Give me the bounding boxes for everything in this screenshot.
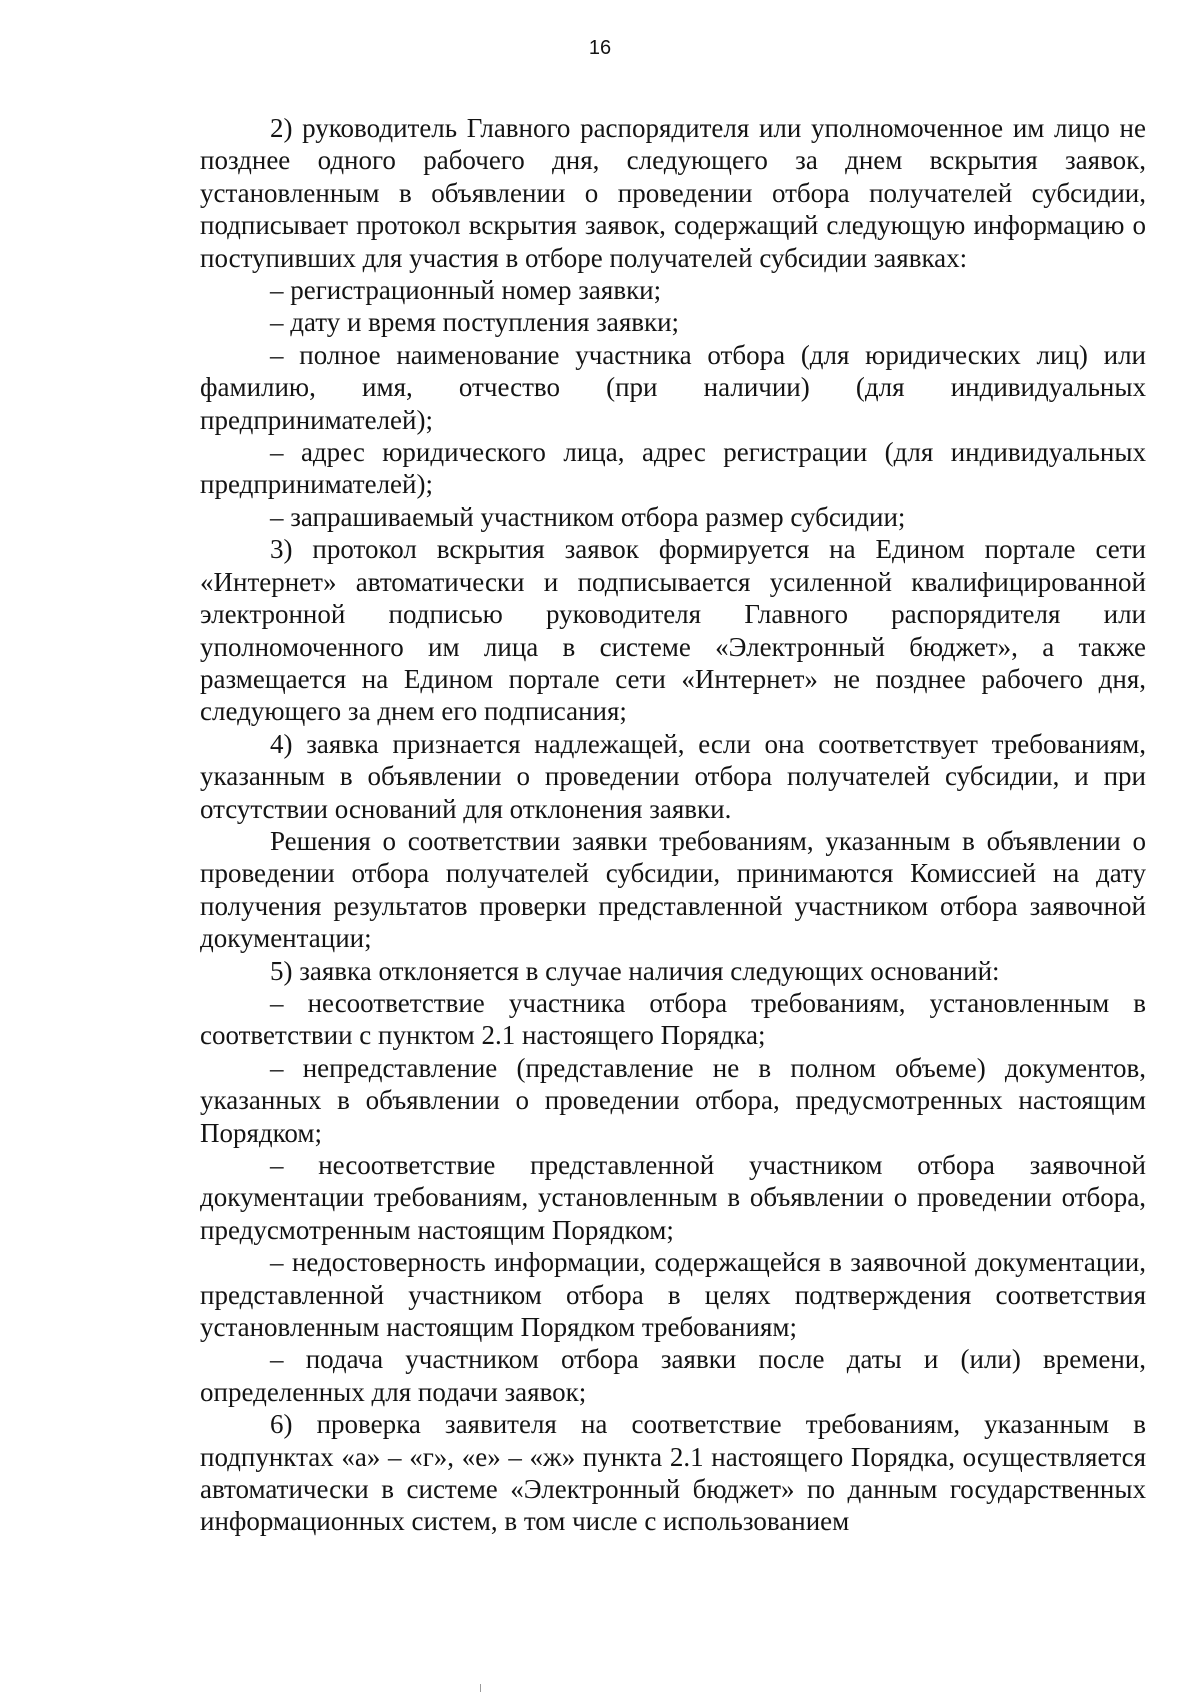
list-item-nonconformity-documentation: – несоответствие представленной участником отбора заявочной документации требованиям, установленным в объявлении о проведении отбора, предусмотренным настоящим Порядком; [200,1150,1146,1245]
paragraph-commission-decisions: Решения о соответствии заявки требованиям, указанным в объявлении о проведении отбора получателей субсидии, принимаются Комиссией на дату получения результатов проверки представленной участником отбора заявочной документации; [200,825,1146,954]
list-item-date-time: – дату и время поступления заявки; [270,307,680,338]
scan-mark [480,1684,481,1692]
paragraph-item-3: 3) протокол вскрытия заявок формируется на Едином портале сети «Интернет» автоматически и подписывается усиленной квалифицированной электронной подписью руководителя Главного распорядителя или уполномоченного им лица в системе «Электронный бюджет», а также размещается на Едином портале сети «Интернет» не позднее рабочего дня, следующего за днем его подписания; [200,534,1146,727]
list-item-full-name: – полное наименование участника отбора (для юридических лиц) или фамилию, имя, отчество (при наличии) (для индивидуальных предпринимателей); [200,339,1146,435]
list-item-late-submission: – подача участником отбора заявки после даты и (или) времени, определенных для подачи заявок; [200,1344,1146,1407]
list-item-unreliable-information: – недостоверность информации, содержащейся в заявочной документации, представленной участником отбора в целях подтверждения соответствия установленным настоящим Порядком требованиям; [200,1247,1146,1343]
page-number: 16 [588,37,612,59]
paragraph-item-2: 2) руководитель Главного распорядителя или уполномоченное им лицо не позднее одного рабочего дня, следующего за днем вскрытия заявок, установленным в объявлении о проведении отбора получателей субсидии, подписывает протокол вскрытия заявок, содержащий следующую информацию о поступивших для участия в отборе получателей субсидии заявках: [200,113,1146,273]
paragraph-item-6: 6) проверка заявителя на соответствие требованиям, указанным в подпунктах «а» – «г», «е» – «ж» пункта 2.1 настоящего Порядка, осуществляется автоматически в системе «Электронный бюджет» по данным государственных информационных систем, в том числе с использованием [200,1409,1146,1537]
list-item-registration-number: – регистрационный номер заявки; [270,275,662,306]
document-body [200,112,1146,1538]
list-item-address: – адрес юридического лица, адрес регистрации (для индивидуальных предпринимателей); [200,437,1146,500]
paragraph-item-5: 5) заявка отклоняется в случае наличия следующих оснований: [270,955,1000,986]
list-item-nonconformity-participant: – несоответствие участника отбора требованиям, установленным в соответствии с пунктом 2.1 настоящего Порядка; [200,987,1146,1051]
list-item-missing-documents: – непредставление (представление не в полном объеме) документов, указанных в объявлении о проведении отбора, предусмотренных настоящим Порядком; [200,1052,1146,1148]
list-item-subsidy-amount: – запрашиваемый участником отбора размер субсидии; [270,501,906,532]
paragraph-item-4: 4) заявка признается надлежащей, если она соответствует требованиям, указанным в объявлении о проведении отбора получателей субсидии, и при отсутствии оснований для отклонения заявки. [200,728,1146,824]
